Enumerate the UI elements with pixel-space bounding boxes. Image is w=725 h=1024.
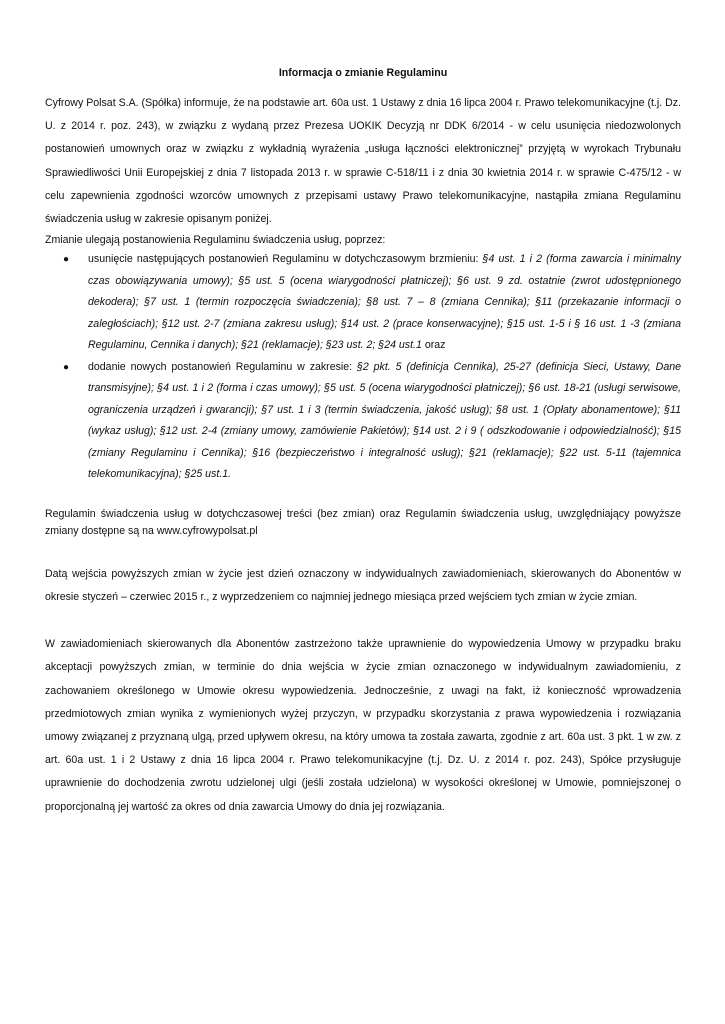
effective-date-paragraph: Datą wejścia powyższych zmian w życie jest dzień oznaczony w indywidualnych zawiadomieniach, skierowanych do Abonentów w okresie styczeń – czerwiec 2015 r., z wyprzedzeniem co najmniej jednego miesiąca przed wejściem tych zmian w życie zmian. [45, 567, 681, 603]
removal-items: §4 ust. 1 i 2 (forma zawarcia i minimalny czas obowiązywania umowy); §5 ust. 5 (ocena wiarygodności płatniczej); §6 ust. 9 zd. ostatnie (zwrot udostępnionego dekodera); §7 ust. 1 (termin rozpoczęcia świadczenia); §8 ust. 7 – 8 (zmiana Cennika); §11 (przekazanie informacji o zaległościach); §12 ust. 2-7 (zmiana zakresu usług); §14 ust. 2 (prace konserwacyjne); §15 ust. 1-5 i § 16 ust. 1 -3 (zmiana Regulaminu, Cennika i danych); §21 (reklamacje); §23 ust. 2; §24 ust.1 [88, 253, 681, 352]
intro-paragraph: Cyfrowy Polsat S.A. (Spółka) informuje, że na podstawie art. 60a ust. 1 Ustawy z dnia 16 lipca 2004 r. Prawo telekomunikacyjne (t.j. Dz. U. z 2014 r. poz. 243), w związku z wydaną przez Prezesa UOKIK Decyzją nr DDK 6/2014 - w celu usunięcia niedozwolonych postanowień umownych oraz w związku z wykładnią wyrażenia „usługa łączności elektronicznej” przyjętą w wyrokach Trybunału Sprawiedliwości Unii Europejskiej z dnia 7 listopada 2013 r. w sprawie C-518/11 i z dnia 30 kwietnia 2014 r. w sprawie C-475/12 - w celu zapewnienia zgodności wzorców umownych z przepisami ustawy Prawo telekomunikacyjne, nastąpiła zmiana Regulaminu świadczenia usług w zakresie opisanym poniżej. [45, 97, 681, 226]
bullet-icon: ● [63, 254, 70, 266]
changes-intro: Zmianie ulegają postanowienia Regulaminu świadczenia usług, poprzez: [45, 234, 386, 247]
changes-list [45, 249, 681, 486]
removal-tail: oraz [421, 339, 446, 352]
addition-lead: dodanie nowych postanowień Regulaminu w zakresie: [88, 360, 357, 373]
list-item-addition [45, 357, 681, 486]
addition-items: §2 pkt. 5 (definicja Cennika), 25-27 (definicja Sieci, Ustawy, Dane transmisyjne); §4 ust. 1 i 2 (forma i czas umowy); §5 ust. 5 (ocena wiarygodności płatniczej); §6 ust. 18-21 (usługi serwisowe, ograniczenia urządzeń i gwarancji); §7 ust. 1 i 3 (termin świadczenia, jakość usług); §8 ust. 1 (Opłaty abonamentowe); §11 (wykaz usług); §12 ust. 2-4 (zmiany umowy, zamówienie Pakietów); §14 ust. 2 i 9 ( odszkodowanie i odpowiedzialność); §15 (zmiany Regulaminu i Cennika); §16 (bezpieczeństwo i integralność usług); §21 (reklamacje); §22 ust. 5-11 (tajemnica telekomunikacyjna); §25 ust.1. [88, 360, 681, 481]
termination-paragraph: W zawiadomieniach skierowanych dla Abonentów zastrzeżono także uprawnienie do wypowiedzenia Umowy w przypadku braku akceptacji powyższych zmian, w terminie do dnia wejścia w życie zmian oznaczonego w indywidualnym zawiadomieniu, z zachowaniem określonego w Umowie okresu wypowiedzenia. Jednocześnie, z uwagi na fakt, iż konieczność wprowadzenia przedmiotowych zmian wynika z wymienionych wyżej przyczyn, w przypadku skorzystania z prawa wypowiedzenia i rozwiązania umowy związanej z przyznaną ulgą, przed upływem okresu, na który umowa ta została zawarta, zgodnie z art. 60a ust. 3 pkt. 1 w zw. z art. 60a ust. 1 i 2 Ustawy z dnia 16 lipca 2004 r. Prawo telekomunikacyjne (t.j. Dz. U. z 2014 r. poz. 243), Spółce przysługuje uprawnienie do dochodzenia zwrotu udzielonej ulgi (jeśli została udzielona) w wysokości określonej w Umowie, pomniejszonej o proporcjonalną jej wartość za okres od dnia zawarcia Umowy do dnia jej rozwiązania. [45, 638, 681, 813]
document-title: Informacja o zmianie Regulaminu [278, 67, 448, 79]
spacer [45, 540, 681, 563]
removal-lead: usunięcie następujących postanowień Regulaminu w dotychczasowym brzmieniu: [88, 253, 483, 266]
spacer [45, 486, 681, 506]
list-item-removal [45, 249, 681, 357]
availability-paragraph: Regulamin świadczenia usług w dotychczasowej treści (bez zmian) oraz Regulamin świadczenia usług, uwzględniający powyższe zmiany dostępne są na www.cyfrowypolsat.pl [45, 507, 681, 537]
spacer [45, 609, 681, 633]
document-page [45, 64, 681, 819]
bullet-icon: ● [63, 361, 70, 373]
